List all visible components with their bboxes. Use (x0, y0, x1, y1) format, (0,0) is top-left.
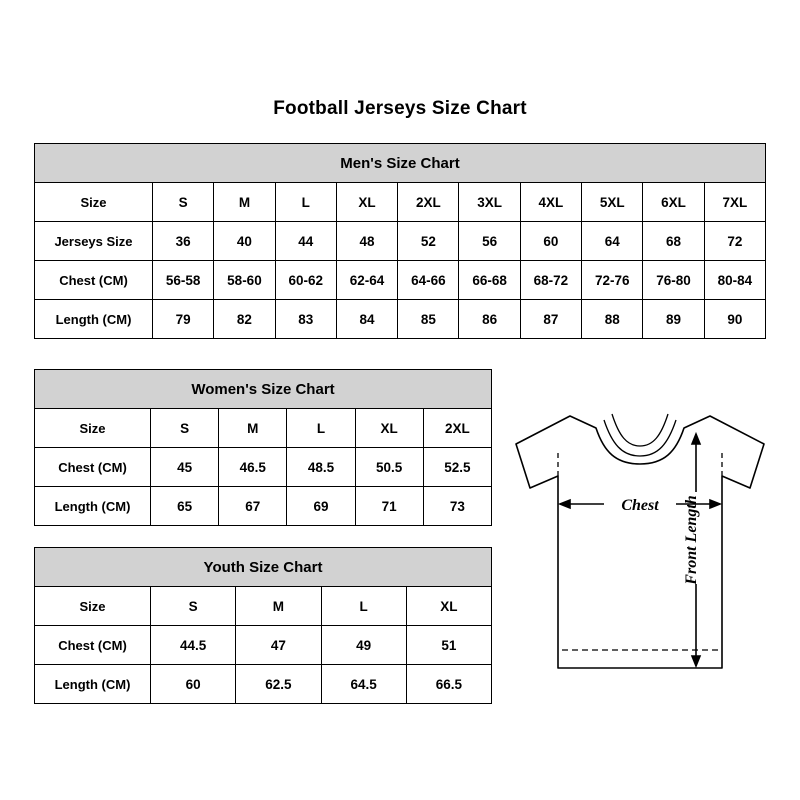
table-row (35, 261, 766, 300)
womens-size-table (34, 369, 492, 526)
table-cell: 52 (398, 222, 459, 261)
table-cell: 56-58 (153, 261, 214, 300)
table-row (35, 626, 492, 665)
table-cell: 72-76 (582, 261, 643, 300)
mens-size-table (34, 143, 766, 339)
table-cell: 62.5 (236, 665, 321, 704)
table-cell: 71 (355, 487, 423, 526)
column-header: 5XL (582, 183, 643, 222)
table-cell: 60 (151, 665, 236, 704)
table-cell: 45 (151, 448, 219, 487)
table-cell: 89 (643, 300, 704, 339)
table-cell: 84 (336, 300, 397, 339)
row-label: Length (CM) (35, 300, 153, 339)
column-header: M (219, 409, 287, 448)
table-cell: 36 (153, 222, 214, 261)
column-header: M (214, 183, 275, 222)
table-cell: 48.5 (287, 448, 355, 487)
table-row (35, 665, 492, 704)
column-header: S (153, 183, 214, 222)
column-header: 7XL (704, 183, 765, 222)
table-cell: 60-62 (275, 261, 336, 300)
table-cell: 68-72 (520, 261, 581, 300)
table-cell: 52.5 (423, 448, 491, 487)
table-cell: 87 (520, 300, 581, 339)
column-header: L (275, 183, 336, 222)
column-header: 6XL (643, 183, 704, 222)
table-cell: 51 (406, 626, 491, 665)
column-header: 4XL (520, 183, 581, 222)
table-cell: 58-60 (214, 261, 275, 300)
table-cell: 90 (704, 300, 765, 339)
womens-table-caption: Women's Size Chart (35, 370, 492, 409)
row-label: Length (CM) (35, 487, 151, 526)
table-cell: 85 (398, 300, 459, 339)
row-label: Length (CM) (35, 665, 151, 704)
table-cell: 82 (214, 300, 275, 339)
table-header-row (35, 587, 492, 626)
chest-measure-label: Chest (621, 497, 659, 514)
table-cell: 49 (321, 626, 406, 665)
table-row (35, 222, 766, 261)
column-header: M (236, 587, 321, 626)
column-header: L (287, 409, 355, 448)
mens-table-caption: Men's Size Chart (35, 144, 766, 183)
table-row (35, 300, 766, 339)
jersey-measurement-diagram (500, 400, 780, 700)
table-cell: 72 (704, 222, 765, 261)
table-cell: 88 (582, 300, 643, 339)
row-label: Jerseys Size (35, 222, 153, 261)
youth-size-table (34, 547, 492, 704)
table-cell: 62-64 (336, 261, 397, 300)
table-row (35, 448, 492, 487)
table-cell: 86 (459, 300, 520, 339)
table-cell: 83 (275, 300, 336, 339)
table-cell: 67 (219, 487, 287, 526)
table-caption-row (35, 548, 492, 587)
table-cell: 66.5 (406, 665, 491, 704)
table-cell: 80-84 (704, 261, 765, 300)
column-header: XL (355, 409, 423, 448)
table-caption-row (35, 144, 766, 183)
youth-table-caption: Youth Size Chart (35, 548, 492, 587)
row-label: Chest (CM) (35, 261, 153, 300)
column-header: S (151, 409, 219, 448)
column-header: 3XL (459, 183, 520, 222)
column-header: XL (336, 183, 397, 222)
table-caption-row (35, 370, 492, 409)
table-cell: 79 (153, 300, 214, 339)
table-cell: 50.5 (355, 448, 423, 487)
table-cell: 69 (287, 487, 355, 526)
column-header: S (151, 587, 236, 626)
table-cell: 44 (275, 222, 336, 261)
table-cell: 64 (582, 222, 643, 261)
row-label: Chest (CM) (35, 448, 151, 487)
column-header: Size (35, 183, 153, 222)
table-cell: 47 (236, 626, 321, 665)
column-header: 2XL (423, 409, 491, 448)
front-length-measure-label: Front Length (683, 495, 700, 585)
table-cell: 60 (520, 222, 581, 261)
table-header-row (35, 183, 766, 222)
table-cell: 76-80 (643, 261, 704, 300)
page-title: Football Jerseys Size Chart (273, 98, 527, 119)
table-cell: 64-66 (398, 261, 459, 300)
table-header-row (35, 409, 492, 448)
row-label: Chest (CM) (35, 626, 151, 665)
table-row (35, 487, 492, 526)
table-cell: 66-68 (459, 261, 520, 300)
table-cell: 64.5 (321, 665, 406, 704)
table-cell: 56 (459, 222, 520, 261)
table-cell: 46.5 (219, 448, 287, 487)
table-cell: 65 (151, 487, 219, 526)
column-header: 2XL (398, 183, 459, 222)
column-header: XL (406, 587, 491, 626)
table-cell: 44.5 (151, 626, 236, 665)
column-header: L (321, 587, 406, 626)
table-cell: 73 (423, 487, 491, 526)
column-header: Size (35, 409, 151, 448)
table-cell: 68 (643, 222, 704, 261)
table-cell: 40 (214, 222, 275, 261)
column-header: Size (35, 587, 151, 626)
table-cell: 48 (336, 222, 397, 261)
